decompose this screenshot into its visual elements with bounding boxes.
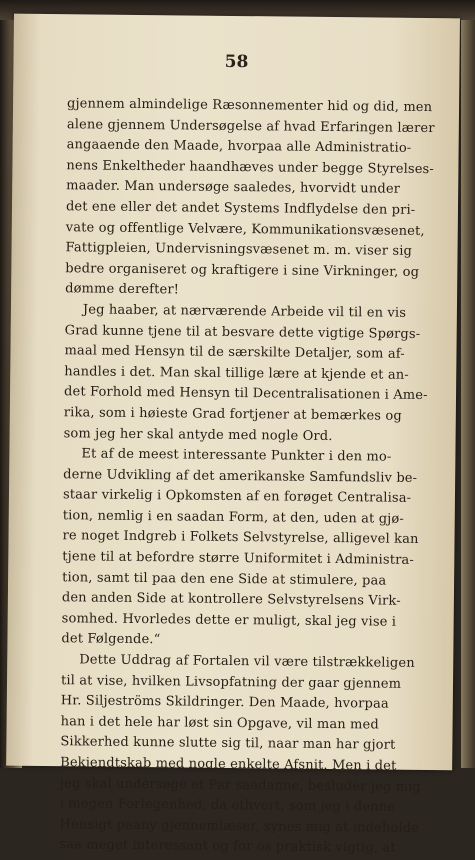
text-line: alene gjennem Undersøgelse af hvad Erfaringen lærer — [66, 116, 435, 136]
text-line: Hensigt paany gjennemlæser, synes mig at indeholde — [59, 816, 420, 836]
text-line: Jeg haaber, at nærværende Arbeide vil til en vis — [82, 302, 407, 321]
text-line: Et af de meest interessante Punkter i den mo- — [81, 446, 392, 465]
text-line: i megen Forlegenhed, da ethvert, som jeg i denne — [59, 796, 396, 815]
text-line: Grad kunne tjene til at besvare dette vigtige Spørgs- — [64, 322, 421, 342]
text-line: til at vise, hvilken Livsopfatning der gaar gjennem — [60, 672, 402, 692]
text-line: Bekjendtskab med nogle enkelte Afsnit. Men i det — [60, 755, 397, 774]
text-line: nens Enkeltheder haandhæves under begge Styrelses- — [66, 158, 435, 177]
text-line: tion, samt til paa den ene Side at stimulere, paa — [62, 569, 387, 589]
text-line: Hr. Siljeströms Skildringer. Den Maade, hvorpaa — [60, 693, 389, 712]
page-text — [59, 94, 465, 860]
text-line: han i det hele har løst sin Opgave, vil man med — [60, 714, 379, 733]
text-line: tjene til at befordre større Uniformitet i Administra- — [62, 549, 414, 568]
text-line: somhed. Hvorledes dette er muligt, skal jeg vise i — [61, 611, 397, 630]
text-line: Sikkerhed kunne slutte sig til, naar man har gjort — [60, 734, 396, 754]
text-line: det Følgende.“ — [61, 631, 161, 648]
text-line: Dette Uddrag af Fortalen vil være tilstrækkeligen — [79, 652, 415, 671]
text-line: saa meget interessant og for os praktisk vigtig, at — [59, 837, 396, 857]
text-line: gjennem almindelige Ræsonnementer hid og did, men — [66, 96, 433, 116]
text-line: staar virkelig i Opkomsten af en forøget Centralisa- — [62, 487, 412, 507]
text-line: maal med Hensyn til de særskilte Detaljer, som af- — [64, 343, 405, 362]
text-line: det Forhold med Hensyn til Decentralisationen i Ame- — [63, 384, 428, 404]
text-line: re noget Indgreb i Folkets Selvstyrelse, alligevel kan — [62, 528, 419, 548]
text-line: Fattigpleien, Undervisningsvæsenet m. m. viser sig — [65, 240, 413, 260]
text-line: angaaende den Maade, hvorpaa alle Administratio- — [66, 137, 412, 157]
book-right-edge — [461, 20, 475, 768]
text-line: den anden Side at kontrollere Selvstyrelsens Virk- — [61, 590, 401, 609]
text-line: jeg skal undersøge et Par saadanne, besluder jeg mig — [59, 775, 422, 795]
text-line: handles i det. Man skal tillige lære at kjende et an- — [64, 363, 409, 383]
book-page — [6, 14, 460, 857]
text-line: derne Udvikling af det amerikanske Samfundsliv be- — [63, 466, 418, 486]
text-line: tion, nemlig i en saadan Form, at den, uden at gjø- — [62, 508, 404, 527]
page-number: 58 — [224, 51, 249, 73]
text-line: maader. Man undersøge saaledes, hvorvidt under — [66, 178, 401, 198]
text-line: det ene eller det andet Systems Indflydelse den pri- — [65, 199, 416, 218]
text-line: bedre organiseret og kraftigere i sine Virkninger, og — [65, 260, 420, 280]
text-line: dømme derefter! — [65, 281, 180, 298]
text-line: rika, som i høieste Grad fortjener at bemærkes og — [63, 405, 402, 424]
text-line: som jeg her skal antyde med nogle Ord. — [63, 425, 333, 444]
text-line: vate og offentlige Velvære, Kommunikationsvæsenet, — [65, 219, 425, 239]
